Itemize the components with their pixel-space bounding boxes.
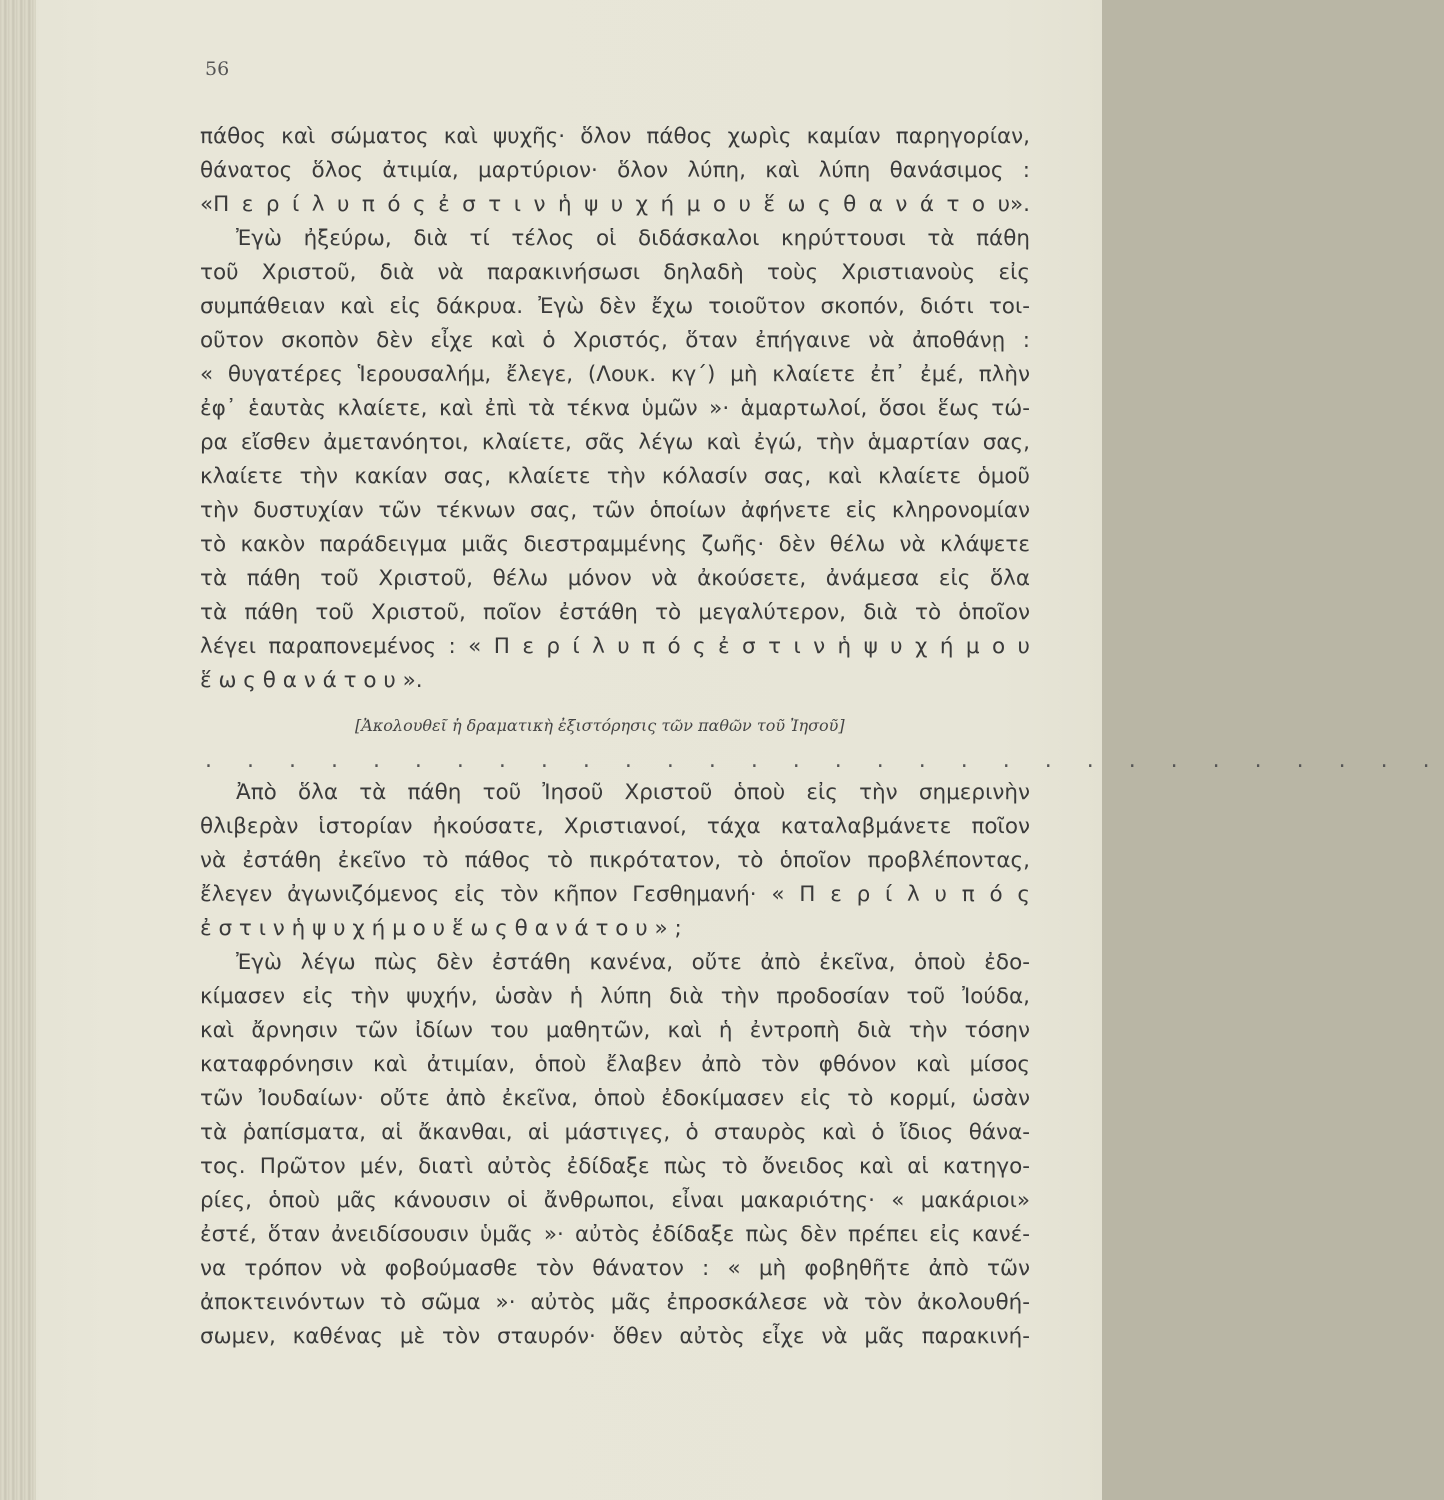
- text-line: ἐστέ, ὅταν ἀνειδίσουσιν ὑμᾶς »· αὐτὸς ἐδίδαξε πὼς δὲν πρέπει εἰς κανέ-: [200, 1222, 1030, 1247]
- text-line: ἐφ᾽ ἑαυτὰς κλαίετε, καὶ ἐπὶ τὰ τέκνα ὑμῶν »· ἁμαρτωλοί, ὅσοι ἕως τώ-: [200, 396, 1030, 421]
- text-line: «Π ε ρ ί λ υ π ό ς ἐ σ τ ι ν ἡ ψ υ χ ή μ ο υ ἕ ω ς θ α ν ά τ ο υ».: [200, 192, 1030, 217]
- text-line: καὶ ἄρνησιν τῶν ἰδίων του μαθητῶν, καὶ ἡ ἐντροπὴ διὰ τὴν τόσην: [200, 1018, 1030, 1043]
- text-line: Ἐγὼ ἠξεύρω, διὰ τί τέλος οἱ διδάσκαλοι κηρύττουσι τὰ πάθη: [236, 226, 1030, 251]
- paragraph-block-1: [200, 120, 1030, 698]
- text-line: πάθος καὶ σώματος καὶ ψυχῆς· ὅλον πάθος χωρὶς καμίαν παρηγορίαν,: [200, 124, 1030, 149]
- text-line: τῶν Ἰουδαίων· οὔτε ἀπὸ ἐκεῖνα, ὁποὺ ἐδοκίμασεν εἰς τὸ κορμί, ὡσὰν: [200, 1086, 1030, 1111]
- text-line: Ἐγὼ λέγω πὼς δὲν ἐστάθη κανένα, οὔτε ἀπὸ ἐκεῖνα, ὁποὺ ἐδο-: [236, 950, 1030, 975]
- text-line: τὴν δυστυχίαν τῶν τέκνων σας, τῶν ὁποίων ἀφήνετε εἰς κληρονομίαν: [200, 498, 1030, 523]
- text-line: τὰ πάθη τοῦ Χριστοῦ, ποῖον ἐστάθη τὸ μεγαλύτερον, διὰ τὸ ὁποῖον: [200, 600, 1030, 625]
- text-line: ἐ σ τ ι ν ἡ ψ υ χ ή μ ο υ ἕ ω ς θ α ν ά τ ο υ » ;: [200, 916, 682, 941]
- text-line: τὸ κακὸν παράδειγμα μιᾶς διεστραμμένης ζωῆς· δὲν θέλω νὰ κλάψετε: [200, 532, 1030, 557]
- text-line: τὰ ῥαπίσματα, αἱ ἄκανθαι, αἱ μάστιγες, ὁ σταυρὸς καὶ ὁ ἴδιος θάνα-: [200, 1120, 1030, 1145]
- text-line: ἔλεγεν ἀγωνιζόμενος εἰς τὸν κῆπον Γεσθημανή· « Π ε ρ ί λ υ π ό ς: [200, 882, 1030, 907]
- text-line: τοῦ Χριστοῦ, διὰ νὰ παρακινήσωσι δηλαδὴ τοὺς Χριστιανοὺς εἰς: [200, 260, 1030, 285]
- editorial-note: [Ἀκολουθεῖ ἡ δραματικὴ ἐξιστόρησις τῶν παθῶν τοῦ Ἰησοῦ]: [355, 716, 845, 735]
- text-line: σωμεν, καθένας μὲ τὸν σταυρόν· ὅθεν αὐτὸς εἶχε νὰ μᾶς παρακινή-: [200, 1324, 1030, 1349]
- omission-dots: . . . . . . . . . . . . . . . . . . . . . . . . . . . . . .: [205, 748, 1444, 773]
- text-line: τὰ πάθη τοῦ Χριστοῦ, θέλω μόνον νὰ ἀκούσετε, ἀνάμεσα εἰς ὅλα: [200, 566, 1030, 591]
- text-line: ρίες, ὁποὺ μᾶς κάνουσιν οἱ ἄνθρωποι, εἶναι μακαριότης· « μακάριοι»: [200, 1188, 1030, 1213]
- page-edge-stack: [0, 0, 36, 1500]
- text-line: τος. Πρῶτον μέν, διατὶ αὐτὸς ἐδίδαξε πὼς τὸ ὄνειδος καὶ αἱ κατηγο-: [200, 1154, 1030, 1179]
- text-line: λέγει παραπονεμένος : « Π ε ρ ί λ υ π ό ς ἐ σ τ ι ν ἡ ψ υ χ ή μ ο υ: [200, 634, 1030, 659]
- text-line: θλιβερὰν ἱστορίαν ἠκούσατε, Χριστιανοί, τάχα καταλαβμάνετε ποῖον: [200, 814, 1030, 839]
- text-line: Ἀπὸ ὅλα τὰ πάθη τοῦ Ἰησοῦ Χριστοῦ ὁποὺ εἰς τὴν σημερινὴν: [236, 780, 1030, 805]
- text-line: καταφρόνησιν καὶ ἀτιμίαν, ὁποὺ ἔλαβεν ἀπὸ τὸν φθόνον καὶ μίσος: [200, 1052, 1030, 1077]
- text-line: κίμασεν εἰς τὴν ψυχήν, ὡσὰν ἡ λύπη διὰ τὴν προδοσίαν τοῦ Ἰούδα,: [200, 984, 1030, 1009]
- text-line: ἀποκτεινόντων τὸ σῶμα »· αὐτὸς μᾶς ἐπροσκάλεσε νὰ τὸν ἀκολουθή-: [200, 1290, 1030, 1315]
- text-line: ρα εἴσθεν ἀμετανόητοι, κλαίετε, σᾶς λέγω καὶ ἐγώ, τὴν ἁμαρτίαν σας,: [200, 430, 1030, 455]
- paragraph-block-2: [200, 776, 1030, 1354]
- text-line: « θυγατέρες Ἱερουσαλήμ, ἔλεγε, (Λουκ. κγ΄) μὴ κλαίετε ἐπ᾽ ἐμέ, πλὴν: [200, 362, 1030, 387]
- text-line: ἕ ω ς θ α ν ά τ ο υ ».: [200, 668, 423, 693]
- text-line: νὰ ἐστάθη ἐκεῖνο τὸ πάθος τὸ πικρότατον, τὸ ὁποῖον προβλέποντας,: [200, 848, 1030, 873]
- text-line: οῦτον σκοπὸν δὲν εἶχε καὶ ὁ Χριστός, ὅταν ἐπήγαινε νὰ ἀποθάνῃ :: [200, 328, 1030, 353]
- text-line: συμπάθειαν καὶ εἰς δάκρυα. Ἐγὼ δὲν ἔχω τοιοῦτον σκοπόν, διότι τοι-: [200, 294, 1030, 319]
- page-number: 56: [205, 58, 230, 80]
- text-line: να τρόπον νὰ φοβούμασθε τὸν θάνατον : « μὴ φοβηθῆτε ἀπὸ τῶν: [200, 1256, 1030, 1281]
- text-line: θάνατος ὅλος ἀτιμία, μαρτύριον· ὅλον λύπη, καὶ λύπη θανάσιμος :: [200, 158, 1030, 183]
- text-line: κλαίετε τὴν κακίαν σας, κλαίετε τὴν κόλασίν σας, καὶ κλαίετε ὁμοῦ: [200, 464, 1030, 489]
